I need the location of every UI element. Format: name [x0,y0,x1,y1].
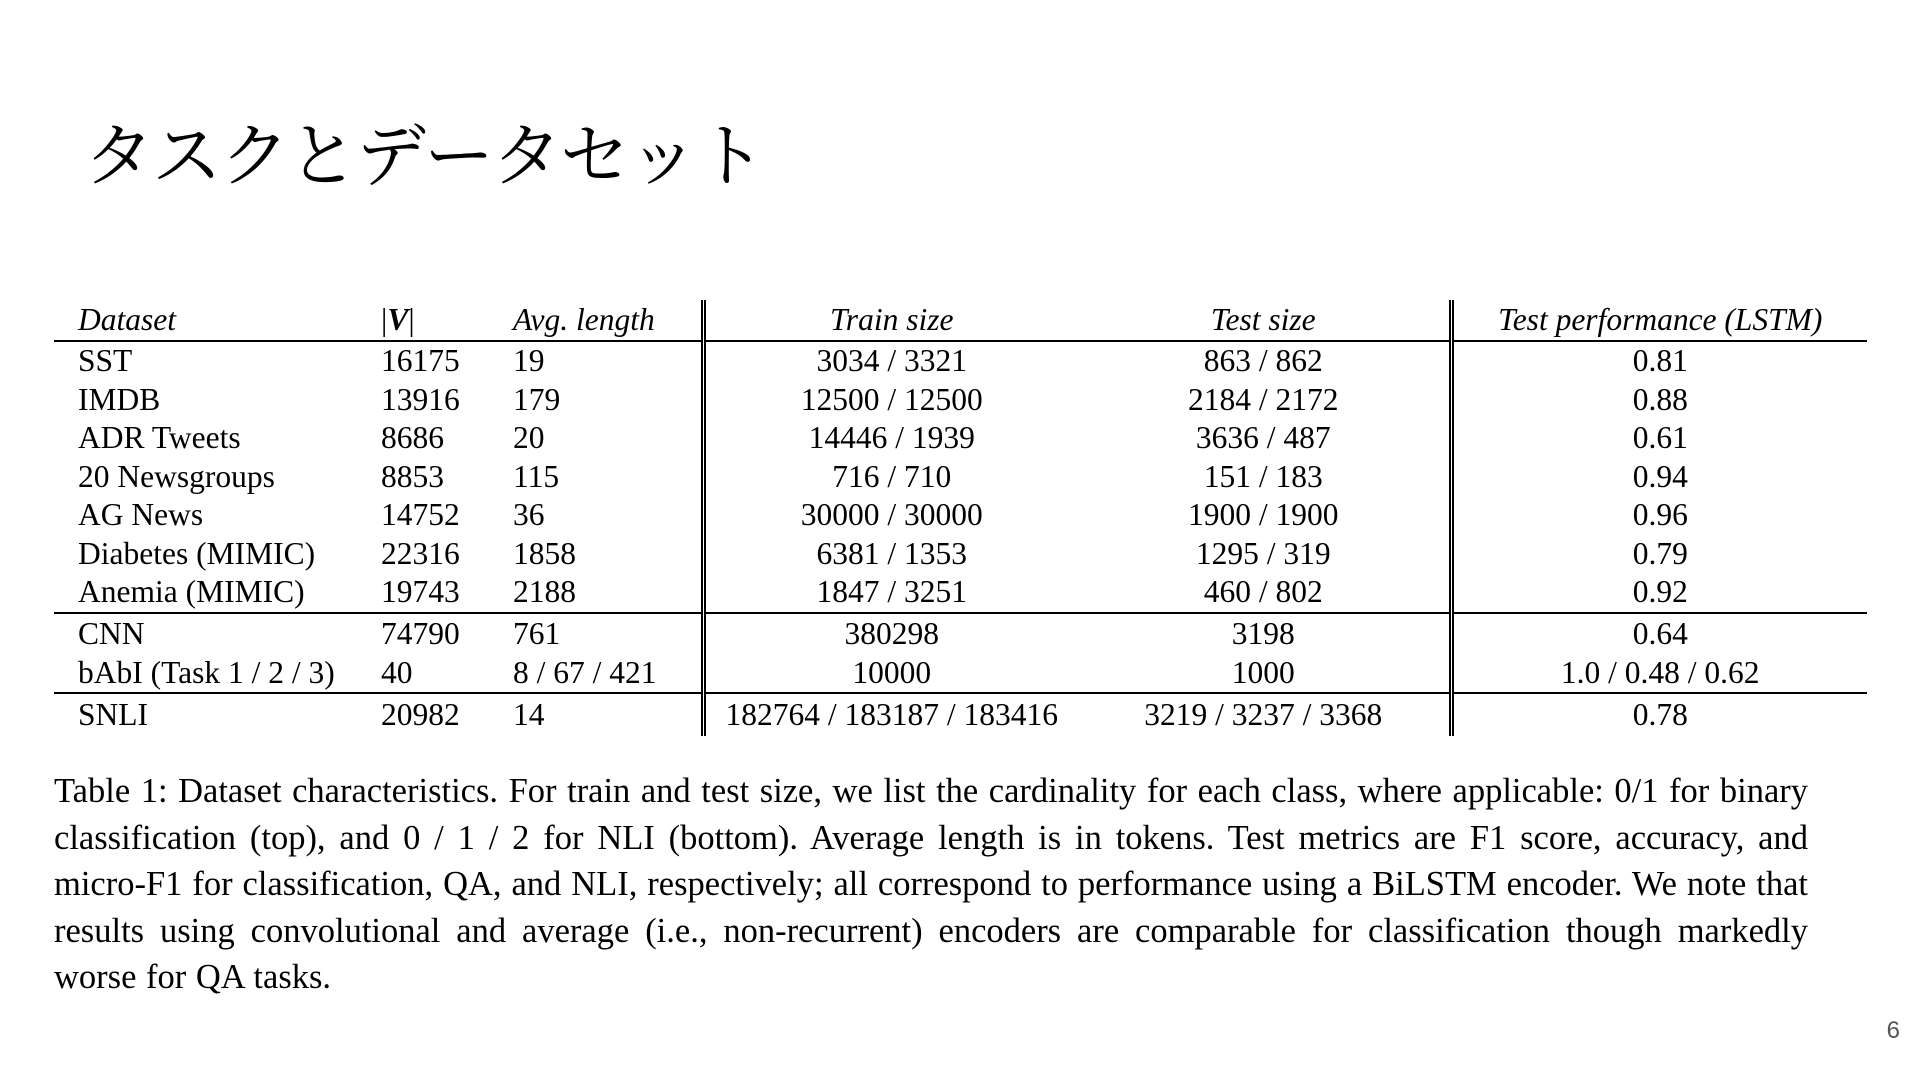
cell-vocab: 8853 [381,458,444,494]
cell-performance: 0.88 [1632,381,1688,417]
cell-train-size: 380298 [703,613,1078,654]
cell-avg-length: 8 / 67 / 421 [513,654,703,694]
cell-dataset: Diabetes (MIMIC) [78,535,316,571]
cell-train-size: 6381 / 1353 [816,535,967,571]
table-row [54,381,1867,420]
table-header-row [54,300,1867,341]
table-row [54,654,1867,694]
cell-performance: 0.92 [1632,574,1688,609]
header-vocab-bar-right: | [408,302,415,337]
cell-train-size: 1847 / 3251 [816,574,967,609]
header-vocab-size [381,300,513,341]
cell-test-size: 1295 / 319 [1078,535,1451,574]
cell-train-size: 14446 / 1939 [808,420,975,455]
cell-avg-length: 36 [513,496,703,535]
cell-train-size: 3034 / 3321 [816,343,967,378]
cell-test-size: 2184 / 2172 [1078,381,1451,420]
cell-performance: 0.61 [1632,420,1688,455]
cell-vocab: 20982 [381,693,513,736]
cell-test-size: 460 / 802 [1078,573,1451,613]
cell-performance: 0.79 [1632,535,1688,571]
cell-avg-length: 14 [513,693,703,736]
table-row [54,573,1867,613]
header-test-performance: Test performance (LSTM) [1451,300,1867,341]
header-test-size: Test size [1078,300,1451,341]
cell-train-size: 10000 [852,654,932,690]
cell-train-size: 12500 / 12500 [800,381,983,417]
cell-performance: 1.0 / 0.48 / 0.62 [1560,654,1760,690]
cell-vocab: 14752 [381,497,460,532]
slide-title: タスクとデータセット [84,115,764,197]
table-row [54,535,1867,574]
table-row [54,419,1867,458]
cell-avg-length: 761 [513,613,703,654]
table-row [54,496,1867,535]
cell-performance: 0.78 [1451,693,1867,736]
cell-vocab: 13916 [381,381,460,417]
cell-dataset: 20 Newsgroups [78,458,275,494]
cell-dataset: AG News [78,497,204,532]
cell-vocab: 16175 [381,343,460,378]
cell-dataset: CNN [54,613,381,654]
cell-test-size: 1000 [1078,654,1451,694]
cell-avg-length: 179 [513,381,703,420]
cell-vocab: 22316 [381,535,460,571]
header-dataset: Dataset [54,300,381,341]
cell-performance: 0.81 [1632,343,1688,378]
cell-vocab: 8686 [381,420,444,455]
table-row [54,613,1867,654]
cell-test-size: 3198 [1078,613,1451,654]
cell-train-size: 182764 / 183187 / 183416 [703,693,1078,736]
cell-performance: 0.96 [1632,497,1688,532]
table-row [54,341,1867,381]
cell-avg-length: 2188 [513,573,703,613]
cell-train-size: 30000 / 30000 [800,497,983,532]
cell-performance: 0.94 [1632,458,1688,494]
table-row [54,458,1867,497]
cell-test-size: 3219 / 3237 / 3368 [1078,693,1451,736]
cell-train-size: 716 / 710 [832,458,952,494]
cell-dataset: SST [78,343,133,378]
table-row [54,693,1867,736]
cell-test-size: 3636 / 487 [1078,419,1451,458]
cell-avg-length: 19 [513,341,703,381]
header-train-size: Train size [703,300,1078,341]
cell-test-size: 863 / 862 [1078,341,1451,381]
cell-dataset: IMDB [78,381,161,417]
cell-test-size: 151 / 183 [1078,458,1451,497]
cell-test-size: 1900 / 1900 [1078,496,1451,535]
dataset-table-figure [54,300,1867,736]
cell-dataset: bAbI (Task 1 / 2 / 3) [78,654,335,690]
cell-performance: 0.64 [1451,613,1867,654]
cell-vocab: 74790 [381,613,513,654]
cell-dataset: ADR Tweets [78,420,241,455]
header-vocab-variable: V [387,302,409,337]
cell-avg-length: 115 [513,458,703,497]
dataset-characteristics-table [54,300,1867,736]
table-caption: Table 1: Dataset characteristics. For train and test size, we list the cardinality for each class, where applicable: 0/1 for binary classification (top), and 0 / 1 / 2 for NLI (bottom). Average length is in tokens. Test metrics are F1 score, accuracy, and micro-F1 for classification, QA, and NLI, respectively; all correspond to performance using a BiLSTM encoder. We note that results using convolutional and average (i.e., non-recurrent) encoders are comparable for classification though markedly worse for QA tasks. [54,772,1808,996]
cell-dataset: Anemia (MIMIC) [78,574,305,609]
header-vocab-bar-left: | [381,302,388,337]
cell-dataset: SNLI [54,693,381,736]
cell-vocab: 40 [381,654,413,690]
page-number: 6 [1886,1017,1900,1044]
cell-avg-length: 20 [513,419,703,458]
cell-avg-length: 1858 [513,535,703,574]
cell-vocab: 19743 [381,574,460,609]
header-avg-length: Avg. length [513,300,703,341]
